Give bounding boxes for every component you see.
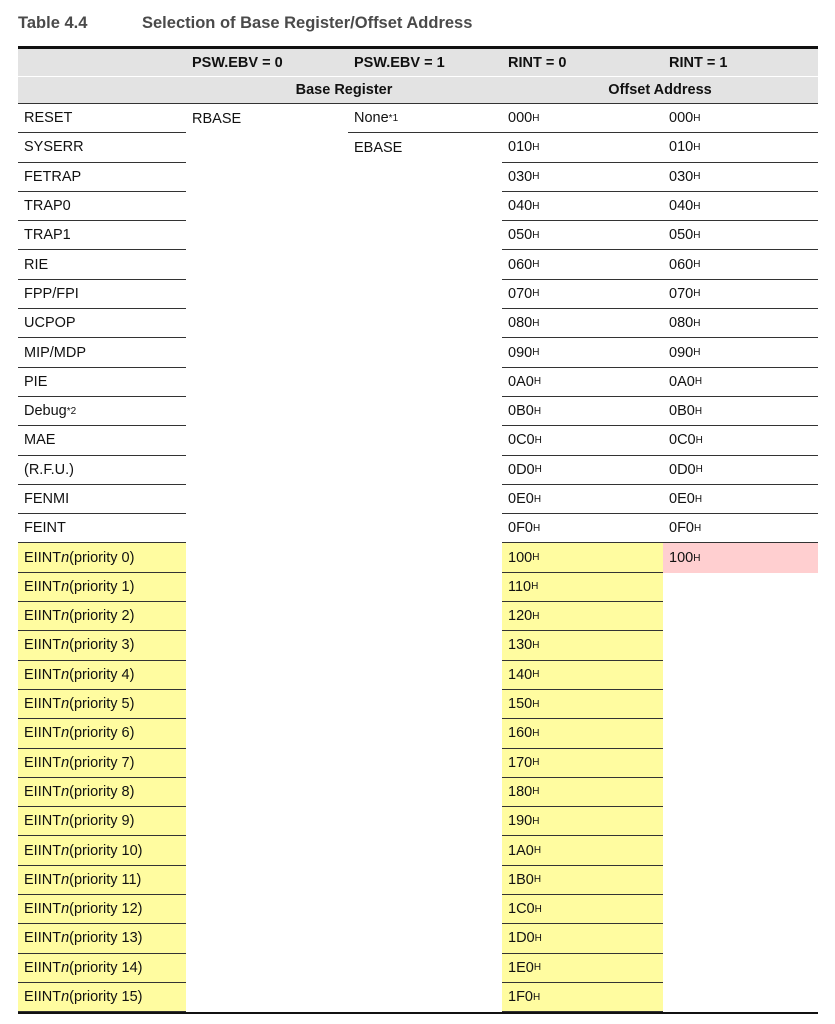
- interrupt-name: MAE: [24, 432, 56, 449]
- interrupt-priority: (priority 9): [69, 813, 135, 830]
- hex-value: 040: [669, 198, 694, 215]
- table-row: [18, 690, 818, 719]
- interrupt-name-cell: [18, 895, 186, 924]
- offset-rint-0-cell: [502, 456, 663, 485]
- interrupt-name-cell: [18, 456, 186, 485]
- interrupt-name-cell: [18, 250, 186, 279]
- interrupt-name-variable: n: [61, 989, 70, 1006]
- offset-rint-0-cell: [502, 426, 663, 455]
- hex-subscript: H: [532, 786, 540, 798]
- hex-value: 080: [508, 315, 533, 332]
- interrupt-name: EIINT: [24, 901, 62, 918]
- offset-rint-0-cell: [502, 836, 663, 865]
- hex-value: 0D0: [669, 461, 696, 478]
- offset-rint-1-cell: [663, 514, 818, 543]
- table-row: [18, 836, 818, 865]
- offset-rint-0-cell: [502, 397, 663, 426]
- table-row: [18, 514, 818, 543]
- hex-subscript: H: [532, 141, 540, 153]
- table-row: [18, 368, 818, 397]
- interrupt-name-cell: [18, 866, 186, 895]
- hex-subscript: H: [693, 288, 701, 300]
- base-register-none: None: [354, 110, 389, 127]
- hex-value: 040: [508, 198, 533, 215]
- hex-value: 0F0: [669, 520, 694, 537]
- hex-value: 1A0: [508, 842, 534, 859]
- hex-subscript: H: [534, 434, 542, 446]
- hex-subscript: H: [693, 259, 701, 271]
- offset-address-table: [18, 46, 818, 1014]
- interrupt-priority: (priority 3): [69, 637, 135, 654]
- offset-rint-1-cell: [663, 280, 818, 309]
- offset-rint-0-cell: [502, 778, 663, 807]
- interrupt-name: EIINT: [24, 578, 62, 595]
- hex-value: 010: [508, 139, 533, 156]
- table-row: [18, 661, 818, 690]
- interrupt-name-cell: [18, 133, 186, 162]
- table-number: Table 4.4: [18, 14, 88, 32]
- table-row: [18, 163, 818, 192]
- hex-value: 1F0: [508, 989, 533, 1006]
- table-row: [18, 397, 818, 426]
- hex-value: 0E0: [508, 491, 534, 507]
- hex-value: 130: [508, 637, 533, 654]
- offset-rint-0-cell: [502, 573, 663, 602]
- table-row: [18, 280, 818, 309]
- interrupt-name-variable: n: [61, 959, 70, 976]
- hex-subscript: H: [533, 962, 542, 974]
- interrupt-name-cell: [18, 338, 186, 367]
- interrupt-priority: (priority 6): [69, 725, 135, 742]
- hex-subscript: H: [693, 141, 701, 153]
- base-register-psw-ebv-1: [348, 104, 502, 133]
- offset-rint-0-cell: [502, 661, 663, 690]
- hex-value: 0E0: [669, 491, 695, 507]
- interrupt-priority: (priority 15): [69, 989, 143, 1006]
- hex-subscript: H: [532, 815, 540, 827]
- offset-rint-0-cell: [502, 192, 663, 221]
- hex-value: 030: [508, 168, 533, 185]
- interrupt-name-variable: n: [61, 754, 70, 771]
- interrupt-name-cell: [18, 749, 186, 778]
- interrupt-name-cell: [18, 104, 186, 133]
- table-row: [18, 807, 818, 836]
- offset-rint-0-cell: [502, 368, 663, 397]
- interrupt-name: EIINT: [24, 666, 62, 683]
- base-register-psw-ebv-1: [348, 133, 502, 162]
- hex-subscript: H: [532, 347, 540, 359]
- offset-rint-1-cell: [663, 426, 818, 455]
- hex-subscript: H: [694, 522, 702, 534]
- offset-rint-0-cell: [502, 749, 663, 778]
- hex-value: 030: [669, 168, 694, 185]
- interrupt-name-cell: [18, 426, 186, 455]
- interrupt-name-variable: n: [61, 871, 70, 888]
- interrupt-priority: (priority 2): [69, 608, 135, 625]
- interrupt-name-variable: n: [61, 813, 70, 830]
- hex-value: 0D0: [508, 461, 535, 478]
- table-row: [18, 895, 818, 924]
- hex-subscript: H: [532, 727, 540, 739]
- hex-subscript: H: [534, 464, 542, 476]
- interrupt-name: EIINT: [24, 959, 62, 976]
- hex-subscript: H: [533, 376, 542, 388]
- hex-value: 060: [508, 256, 533, 273]
- interrupt-priority: (priority 10): [69, 842, 143, 859]
- interrupt-name: EIINT: [24, 696, 62, 713]
- table-row: [18, 221, 818, 250]
- interrupt-priority: (priority 1): [69, 578, 135, 595]
- table-row: [18, 631, 818, 660]
- offset-rint-0-cell: [502, 543, 663, 572]
- interrupt-priority: (priority 13): [69, 930, 143, 947]
- interrupt-name: Debug: [24, 403, 67, 420]
- offset-rint-0-cell: [502, 133, 663, 162]
- hex-subscript: H: [694, 376, 703, 388]
- offset-rint-1-cell: [663, 250, 818, 279]
- hex-subscript: H: [533, 845, 542, 857]
- offset-rint-0-cell: [502, 485, 663, 514]
- interrupt-name: UCPOP: [24, 315, 76, 332]
- offset-rint-0-cell: [502, 602, 663, 631]
- interrupt-name: EIINT: [24, 637, 62, 654]
- interrupt-name-cell: [18, 631, 186, 660]
- hex-subscript: H: [532, 552, 540, 564]
- hex-value: 160: [508, 725, 533, 742]
- hex-value: 0F0: [508, 520, 533, 537]
- offset-rint-0-cell: [502, 924, 663, 953]
- hex-subscript: H: [531, 581, 539, 593]
- hex-subscript: H: [534, 903, 542, 915]
- interrupt-priority: (priority 0): [69, 549, 135, 566]
- offset-rint-1-cell: [663, 338, 818, 367]
- interrupt-priority: (priority 11): [69, 871, 142, 888]
- interrupt-name-cell: [18, 778, 186, 807]
- offset-rint-0-cell: [502, 895, 663, 924]
- header-row-groups: [18, 77, 818, 104]
- table-row: [18, 573, 818, 602]
- hex-subscript: H: [693, 552, 701, 564]
- interrupt-priority: (priority 5): [69, 696, 135, 713]
- interrupt-name-cell: [18, 807, 186, 836]
- hex-value: 080: [669, 315, 694, 332]
- offset-rint-0-cell: [502, 104, 663, 133]
- interrupt-name: TRAP0: [24, 198, 71, 215]
- table-row: [18, 602, 818, 631]
- interrupt-name: FENMI: [24, 491, 70, 507]
- hex-value: 050: [508, 227, 533, 244]
- table-row: [18, 866, 818, 895]
- hex-subscript: H: [693, 317, 701, 329]
- interrupt-name-variable: n: [61, 725, 70, 742]
- hex-subscript: H: [695, 464, 703, 476]
- offset-rint-1-cell: [663, 133, 818, 162]
- base-register-rbase: RBASE: [192, 110, 242, 127]
- hex-value: 0C0: [669, 432, 696, 449]
- interrupt-priority: (priority 12): [69, 901, 143, 918]
- footnote-mark: *2: [66, 405, 77, 417]
- hex-subscript: H: [532, 669, 540, 681]
- hex-value: 110: [508, 578, 532, 595]
- interrupt-name-cell: [18, 836, 186, 865]
- hex-value: 100: [669, 550, 694, 567]
- hex-value: 090: [508, 344, 533, 361]
- hex-subscript: H: [534, 932, 542, 944]
- interrupt-name-cell: [18, 954, 186, 983]
- hex-value: 060: [669, 256, 694, 273]
- header-row-conditions: [18, 46, 818, 77]
- offset-rint-0-cell: [502, 338, 663, 367]
- table-row: [18, 749, 818, 778]
- interrupt-name: EIINT: [24, 549, 62, 566]
- offset-rint-0-cell: [502, 514, 663, 543]
- interrupt-name: PIE: [24, 373, 48, 390]
- interrupt-name: FPP/FPI: [24, 285, 79, 302]
- offset-rint-1-cell: [663, 397, 818, 426]
- hex-value: 070: [669, 285, 694, 302]
- interrupt-name-cell: [18, 514, 186, 543]
- hex-value: 1D0: [508, 930, 535, 947]
- interrupt-name: EIINT: [24, 725, 62, 742]
- offset-rint-1-cell: [663, 543, 818, 572]
- hex-value: 0B0: [508, 403, 534, 420]
- offset-rint-1-cell: [663, 368, 818, 397]
- hex-subscript: H: [693, 112, 701, 124]
- table-row: [18, 192, 818, 221]
- interrupt-name-cell: [18, 690, 186, 719]
- offset-rint-0-cell: [502, 719, 663, 748]
- hex-value: 010: [669, 139, 694, 156]
- interrupt-priority: (priority 4): [69, 666, 135, 683]
- offset-rint-0-cell: [502, 690, 663, 719]
- hex-value: 100: [508, 549, 533, 566]
- interrupt-priority: (priority 7): [69, 754, 135, 771]
- hex-subscript: H: [532, 259, 540, 271]
- hex-subscript: H: [695, 434, 703, 446]
- base-register-psw-ebv-0: [186, 104, 336, 133]
- offset-rint-1-cell: [663, 221, 818, 250]
- offset-rint-0-cell: [502, 866, 663, 895]
- hex-value: 1E0: [508, 959, 534, 976]
- interrupt-name-cell: [18, 163, 186, 192]
- hex-subscript: H: [533, 874, 542, 886]
- table-row: [18, 250, 818, 279]
- hex-value: 070: [508, 285, 533, 302]
- interrupt-name-cell: [18, 719, 186, 748]
- interrupt-name: EIINT: [24, 754, 62, 771]
- offset-rint-1-cell: [663, 456, 818, 485]
- interrupt-name-variable: n: [61, 578, 70, 595]
- header-offset-address: Offset Address: [608, 82, 712, 98]
- hex-value: 000: [669, 110, 694, 127]
- hex-subscript: H: [532, 112, 540, 124]
- hex-subscript: H: [533, 522, 541, 534]
- hex-value: 150: [508, 696, 533, 713]
- interrupt-name: FETRAP: [24, 168, 82, 185]
- hex-value: 170: [508, 754, 533, 771]
- interrupt-name-cell: [18, 397, 186, 426]
- base-register-ebase: EBASE: [354, 139, 403, 156]
- interrupt-name-variable: n: [61, 930, 70, 947]
- interrupt-name-cell: [18, 485, 186, 514]
- interrupt-name-variable: n: [61, 783, 70, 800]
- hex-subscript: H: [532, 639, 540, 651]
- hex-subscript: H: [533, 991, 541, 1003]
- offset-rint-0-cell: [502, 221, 663, 250]
- table-row: [18, 543, 818, 572]
- hex-subscript: H: [532, 171, 540, 183]
- header-psw-ebv-1: PSW.EBV = 1: [354, 54, 445, 71]
- table-row: [18, 426, 818, 455]
- interrupt-name-variable: n: [61, 696, 70, 713]
- hex-value: 050: [669, 227, 694, 244]
- hex-subscript: H: [532, 610, 540, 622]
- interrupt-name-variable: n: [61, 608, 70, 625]
- interrupt-name: EIINT: [24, 813, 62, 830]
- offset-rint-1-cell: [663, 163, 818, 192]
- hex-value: 140: [508, 666, 533, 683]
- offset-rint-1-cell: [663, 192, 818, 221]
- header-psw-ebv-0: PSW.EBV = 0: [192, 54, 283, 71]
- interrupt-name-variable: n: [61, 637, 70, 654]
- hex-value: 000: [508, 110, 533, 127]
- interrupt-name: RESET: [24, 110, 73, 127]
- interrupt-name-cell: [18, 221, 186, 250]
- hex-subscript: H: [533, 493, 542, 505]
- hex-subscript: H: [532, 317, 540, 329]
- interrupt-name: EIINT: [24, 783, 62, 800]
- offset-rint-0-cell: [502, 163, 663, 192]
- hex-value: 0A0: [669, 373, 695, 390]
- table-title: Selection of Base Register/Offset Address: [142, 14, 473, 32]
- table-row: [18, 485, 818, 514]
- interrupt-name-variable: n: [61, 842, 70, 859]
- hex-value: 120: [508, 608, 533, 625]
- interrupt-name: EIINT: [24, 930, 62, 947]
- interrupt-name: SYSERR: [24, 139, 84, 156]
- interrupt-name-cell: [18, 368, 186, 397]
- hex-value: 1B0: [508, 871, 534, 888]
- interrupt-name: EIINT: [24, 842, 62, 859]
- offset-rint-0-cell: [502, 250, 663, 279]
- interrupt-name: TRAP1: [24, 227, 71, 244]
- table-row: [18, 309, 818, 338]
- hex-subscript: H: [532, 757, 540, 769]
- offset-rint-0-cell: [502, 309, 663, 338]
- hex-subscript: H: [693, 171, 701, 183]
- table-body: [18, 104, 818, 1014]
- table-row: [18, 983, 818, 1012]
- hex-subscript: H: [533, 405, 542, 417]
- hex-subscript: H: [693, 200, 701, 212]
- hex-subscript: H: [694, 493, 703, 505]
- hex-subscript: H: [693, 347, 701, 359]
- hex-subscript: H: [532, 698, 540, 710]
- interrupt-name-cell: [18, 192, 186, 221]
- hex-subscript: H: [532, 288, 540, 300]
- interrupt-name-cell: [18, 602, 186, 631]
- interrupt-name-variable: n: [61, 549, 70, 566]
- interrupt-name-cell: [18, 573, 186, 602]
- interrupt-name-cell: [18, 924, 186, 953]
- interrupt-name-cell: [18, 983, 186, 1012]
- table-row: [18, 456, 818, 485]
- interrupt-name: RIE: [24, 256, 49, 273]
- hex-value: 1C0: [508, 901, 535, 918]
- interrupt-name-cell: [18, 661, 186, 690]
- hex-value: 190: [508, 813, 533, 830]
- hex-subscript: H: [532, 229, 540, 241]
- interrupt-name-variable: n: [61, 666, 70, 683]
- table-bottom-rule: [18, 1012, 818, 1014]
- table-row: [18, 719, 818, 748]
- interrupt-name: MIP/MDP: [24, 344, 87, 361]
- offset-rint-0-cell: [502, 807, 663, 836]
- offset-rint-0-cell: [502, 280, 663, 309]
- interrupt-name: EIINT: [24, 989, 62, 1006]
- table-row: [18, 924, 818, 953]
- interrupt-name-cell: [18, 280, 186, 309]
- interrupt-name: FEINT: [24, 520, 66, 537]
- hex-value: 0A0: [508, 373, 534, 390]
- hex-value: 180: [508, 783, 533, 800]
- footnote-mark: *1: [388, 112, 399, 124]
- table-row: [18, 104, 818, 133]
- table-caption: [18, 14, 472, 33]
- interrupt-priority: (priority 8): [69, 783, 135, 800]
- table-row: [18, 133, 818, 162]
- table-row: [18, 954, 818, 983]
- header-base-register: Base Register: [295, 82, 393, 98]
- interrupt-priority: (priority 14): [69, 959, 143, 976]
- interrupt-name: EIINT: [24, 608, 62, 625]
- table-row: [18, 778, 818, 807]
- hex-subscript: H: [693, 229, 701, 241]
- interrupt-name-cell: [18, 309, 186, 338]
- offset-rint-1-cell: [663, 309, 818, 338]
- header-rint-0: RINT = 0: [508, 54, 567, 71]
- hex-value: 0B0: [669, 403, 695, 420]
- offset-rint-0-cell: [502, 983, 663, 1012]
- hex-subscript: H: [532, 200, 540, 212]
- interrupt-name: (R.F.U.): [24, 461, 74, 478]
- hex-subscript: H: [694, 405, 703, 417]
- offset-rint-1-cell: [663, 104, 818, 133]
- offset-rint-0-cell: [502, 631, 663, 660]
- interrupt-name: EIINT: [24, 871, 62, 888]
- table-row: [18, 338, 818, 367]
- hex-value: 090: [669, 344, 694, 361]
- hex-value: 0C0: [508, 432, 535, 449]
- interrupt-name-variable: n: [61, 901, 70, 918]
- offset-rint-0-cell: [502, 954, 663, 983]
- offset-rint-1-cell: [663, 485, 818, 514]
- header-rint-1: RINT = 1: [669, 54, 728, 71]
- interrupt-name-cell: [18, 543, 186, 572]
